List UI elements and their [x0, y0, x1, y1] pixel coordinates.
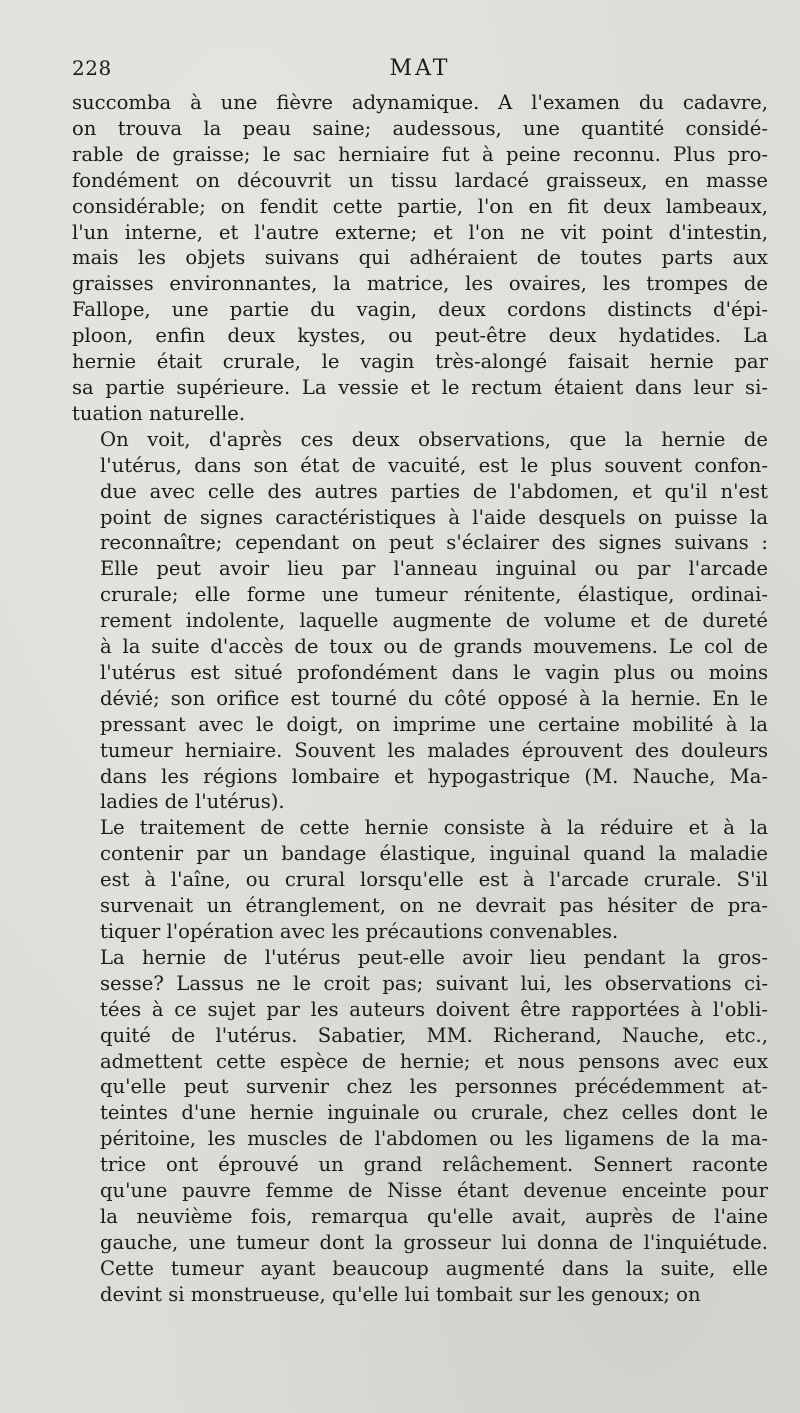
- text-line: tumeur herniaire. Souvent les malades éprouvent des douleurs: [100, 738, 768, 762]
- text-line: Elle peut avoir lieu par l'anneau inguinal ou par l'arcade: [100, 557, 768, 581]
- text-line: reconnaître; cependant on peut s'éclairer des signes suivans :: [100, 531, 768, 555]
- text-line: rement indolente, laquelle augmente de volume et de dureté: [100, 609, 768, 633]
- text-line: teintes d'une hernie inguinale ou crurale, chez celles dont le: [100, 1101, 768, 1125]
- text-line: ladies de l'utérus).: [100, 790, 285, 814]
- running-title: MAT: [389, 56, 451, 81]
- body-text: [72, 90, 768, 1308]
- text-line: pressant avec le doigt, on imprime une certaine mobilité à la: [100, 712, 768, 736]
- text-line: l'utérus est situé profondément dans le vagin plus ou moins: [100, 660, 768, 684]
- text-line: tuation naturelle.: [72, 401, 246, 425]
- text-line: Le traitement de cette hernie consiste à la réduire et à la: [100, 816, 768, 840]
- text-line: à la suite d'accès de toux ou de grands mouvemens. Le col de: [100, 635, 768, 659]
- text-line: sa partie supérieure. La vessie et le rectum étaient dans leur si-: [72, 375, 768, 399]
- paragraph: [72, 90, 768, 427]
- text-line: mais les objets suivans qui adhéraient de toutes parts aux: [72, 246, 768, 270]
- text-line: fondément on découvrit un tissu lardacé graisseux, en masse: [72, 168, 768, 192]
- text-line: rable de graisse; le sac herniaire fut à peine reconnu. Plus pro-: [72, 142, 768, 166]
- paragraph: [72, 815, 768, 945]
- text-line: La hernie de l'utérus peut-elle avoir lieu pendant la gros-: [100, 945, 768, 969]
- paragraph: [72, 945, 768, 1308]
- text-line: qu'une pauvre femme de Nisse étant devenue enceinte pour: [100, 1179, 768, 1203]
- text-line: survenait un étranglement, on ne devrait pas hésiter de pra-: [100, 894, 768, 918]
- text-line: ploon, enfin deux kystes, ou peut-être deux hydatides. La: [72, 324, 768, 348]
- text-line: tées à ce sujet par les auteurs doivent être rapportées à l'obli-: [100, 997, 768, 1021]
- text-line: qu'elle peut survenir chez les personnes précédemment at-: [100, 1075, 768, 1099]
- paragraph: [72, 427, 768, 816]
- text-line: péritoine, les muscles de l'abdomen ou les ligamens de la ma-: [100, 1127, 768, 1151]
- text-line: point de signes caractéristiques à l'aide desquels on puisse la: [100, 505, 768, 529]
- text-line: crurale; elle forme une tumeur rénitente, élastique, ordinai-: [100, 583, 768, 607]
- text-line: considérable; on fendit cette partie, l'on en fit deux lambeaux,: [72, 194, 768, 218]
- text-line: Cette tumeur ayant beaucoup augmenté dans la suite, elle: [100, 1256, 768, 1280]
- text-line: dans les régions lombaire et hypogastrique (M. Nauche, Ma-: [100, 764, 768, 788]
- text-line: due avec celle des autres parties de l'abdomen, et qu'il n'est: [100, 479, 768, 503]
- text-line: admettent cette espèce de hernie; et nous pensons avec eux: [100, 1049, 768, 1073]
- text-line: gauche, une tumeur dont la grosseur lui donna de l'inquiétude.: [100, 1230, 768, 1254]
- text-line: succomba à une fièvre adynamique. A l'examen du cadavre,: [72, 91, 768, 114]
- text-line: graisses environnantes, la matrice, les ovaires, les trompes de: [72, 272, 768, 296]
- text-line: l'un interne, et l'autre externe; et l'on ne vit point d'intestin,: [72, 220, 768, 244]
- text-line: On voit, d'après ces deux observations, que la hernie de: [100, 427, 768, 451]
- text-line: on trouva la peau saine; audessous, une quantité considé-: [72, 116, 768, 140]
- text-line: tiquer l'opération avec les précautions convenables.: [100, 920, 619, 943]
- text-line: devint si monstrueuse, qu'elle lui tombait sur les genoux; on: [100, 1282, 701, 1306]
- text-line: l'utérus, dans son état de vacuité, est le plus souvent confon-: [100, 453, 768, 477]
- text-line: sesse? Lassus ne le croit pas; suivant lui, les observations ci-: [100, 971, 768, 995]
- running-head: [72, 56, 768, 88]
- text-line: la neuvième fois, remarqua qu'elle avait, auprès de l'aine: [100, 1204, 768, 1228]
- text-line: trice ont éprouvé un grand relâchement. Sennert raconte: [100, 1153, 768, 1177]
- text-line: est à l'aîne, ou crural lorsqu'elle est à l'arcade crurale. S'il: [100, 868, 768, 892]
- page-number: 228: [72, 56, 112, 80]
- text-line: Fallope, une partie du vagin, deux cordons distincts d'épi-: [72, 298, 768, 322]
- text-line: contenir par un bandage élastique, inguinal quand la maladie: [100, 842, 768, 866]
- text-line: hernie était crurale, le vagin très-alongé faisait hernie par: [72, 350, 768, 374]
- text-line: quité de l'utérus. Sabatier, MM. Richerand, Nauche, etc.,: [100, 1023, 768, 1047]
- text-line: dévié; son orifice est tourné du côté opposé à la hernie. En le: [100, 686, 768, 710]
